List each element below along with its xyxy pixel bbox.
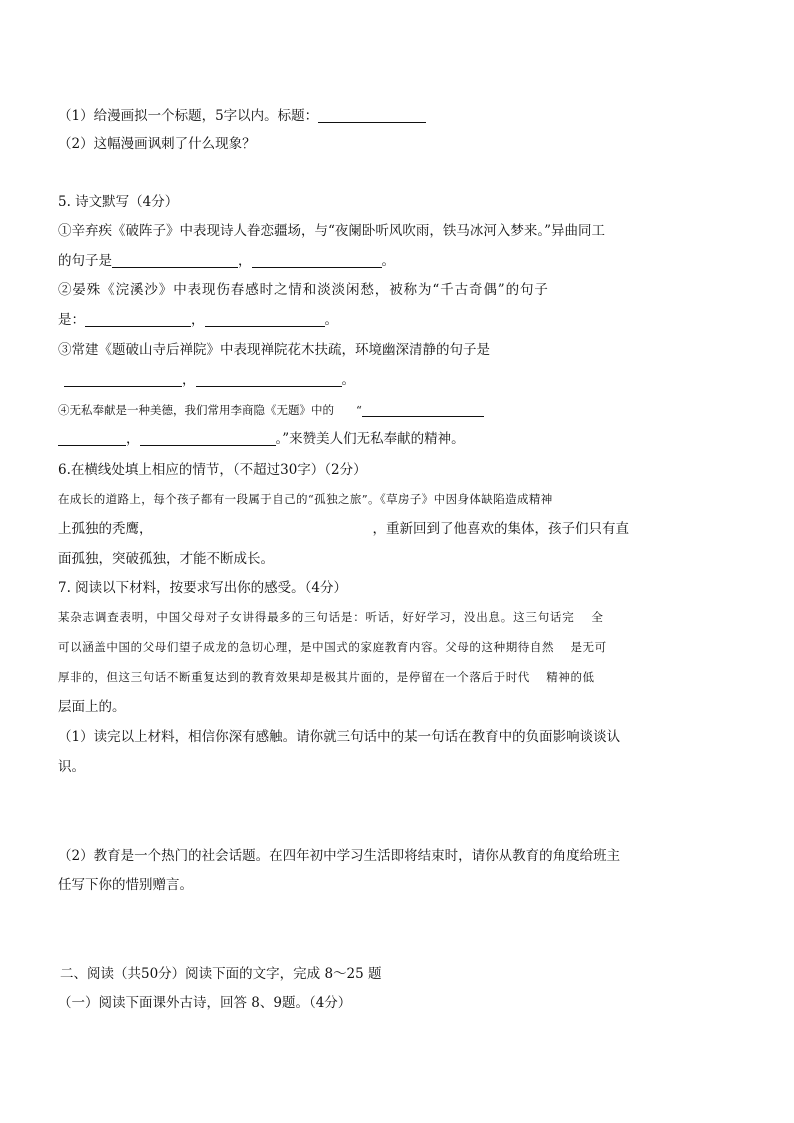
q5-item1-line2 bbox=[58, 251, 395, 271]
q6-line2-prefix: 上孤独的秃鹰， bbox=[58, 521, 153, 537]
q5-item3-line1: ③常建《题破山寺后禅院》中表现禅院花木扶疏，环境幽深清静的句子是 bbox=[58, 342, 490, 358]
q7-sub1-line1: （1）读完以上材料，相信你深有感触。请你就三句话中的某一句话在教育中的负面影响谈谈认 bbox=[58, 729, 621, 745]
section2-sub: （一）阅读下面课外古诗，回答 8、9题。（4分） bbox=[58, 995, 352, 1011]
q5-item4-blank-b[interactable] bbox=[58, 431, 126, 446]
period: 。 bbox=[381, 253, 395, 269]
q5-item1-line1: ①辛弃疾《破阵子》中表现诗人眷恋疆场，与“夜阑卧听风吹雨，铁马冰河入梦来。”异曲同工 bbox=[58, 223, 606, 239]
q4-title-blank[interactable] bbox=[318, 108, 426, 123]
q7-material-line1: 某杂志调查表明，中国父母对子女讲得最多的三句话是：听话，好好学习，没出息。这三句话完 全 bbox=[58, 610, 604, 624]
q5-item2-blank-a[interactable] bbox=[85, 312, 191, 327]
q7-material-line2: 可以涵盖中国的父母们望子成龙的急切心理，是中国式的家庭教育内容。父母的这种期待自然 是无可 bbox=[58, 640, 607, 654]
q5-item1-prefix: 的句子是 bbox=[58, 253, 112, 269]
open-quote: “ bbox=[356, 403, 362, 417]
q5-heading: 5. 诗文默写（4分） bbox=[58, 194, 179, 210]
q7-material-line3: 厚非的，但这三句话不断重复达到的教育效果却是极其片面的，是停留在一个落后于时代 精神的低 bbox=[58, 670, 595, 684]
q5-item4-suffix: 。”来赞美人们无私奉献的精神。 bbox=[275, 431, 465, 447]
q7-sub1-line2: 识。 bbox=[58, 759, 85, 775]
q7-material-line4: 层面上的。 bbox=[58, 699, 126, 715]
q5-item3-line2 bbox=[58, 370, 355, 390]
comma: ， bbox=[191, 312, 205, 328]
period: 。 bbox=[341, 372, 355, 388]
q5-item4-line1 bbox=[58, 400, 484, 420]
q5-item3-blank-b[interactable] bbox=[196, 372, 342, 387]
comma: ， bbox=[238, 253, 252, 269]
q5-item1-blank-b[interactable] bbox=[252, 253, 382, 268]
q5-item2-prefix: 是： bbox=[58, 312, 85, 328]
q4-sub2: （2）这幅漫画讽刺了什么现象？ bbox=[58, 136, 256, 152]
q5-item1-blank-a[interactable] bbox=[112, 253, 238, 268]
q5-item4-line2 bbox=[58, 429, 465, 449]
q7-heading: 7. 阅读以下材料，按要求写出你的感受。（4分） bbox=[58, 580, 348, 596]
comma: ， bbox=[126, 431, 140, 447]
q5-item4-blank-a[interactable] bbox=[362, 402, 484, 417]
q4-sub1 bbox=[58, 106, 426, 126]
q5-item4-blank-c[interactable] bbox=[140, 431, 276, 446]
comma: ， bbox=[182, 372, 196, 388]
period: 。 bbox=[324, 312, 338, 328]
q6-line2 bbox=[58, 519, 629, 539]
q4-sub1-text: （1）给漫画拟一个标题，5字以内。标题： bbox=[58, 108, 319, 124]
q5-item4-text: ④无私奉献是一种美德，我们常用李商隐《无题》中的 bbox=[58, 403, 334, 417]
q6-line1: 在成长的道路上，每个孩子都有一段属于自己的“孤独之旅”。《草房子》中因身体缺陷造成精神 bbox=[58, 492, 553, 506]
q5-item2-blank-b[interactable] bbox=[205, 312, 325, 327]
q7-sub2-line2: 任写下你的惜别赠言。 bbox=[58, 877, 193, 893]
q6-line2-suffix: ，重新回到了他喜欢的集体，孩子们只有直 bbox=[372, 521, 629, 537]
q5-item2-line2 bbox=[58, 310, 338, 330]
q7-sub2-line1: （2）教育是一个热门的社会话题。在四年初中学习生活即将结束时，请你从教育的角度给班主 bbox=[58, 848, 621, 864]
section2-heading: 二、阅读（共50分）阅读下面的文字，完成 8～25 题 bbox=[60, 966, 382, 982]
q5-item2-line1: ②晏殊《浣溪沙》中表现伤春感时之情和淡淡闲愁，被称为“千古奇偶”的句子 bbox=[58, 282, 549, 298]
q6-line3: 面孤独，突破孤独，才能不断成长。 bbox=[58, 551, 274, 567]
q6-heading: 6.在横线处填上相应的情节，（不超过30字）（2分） bbox=[58, 462, 367, 478]
q5-item3-blank-a[interactable] bbox=[64, 372, 182, 387]
